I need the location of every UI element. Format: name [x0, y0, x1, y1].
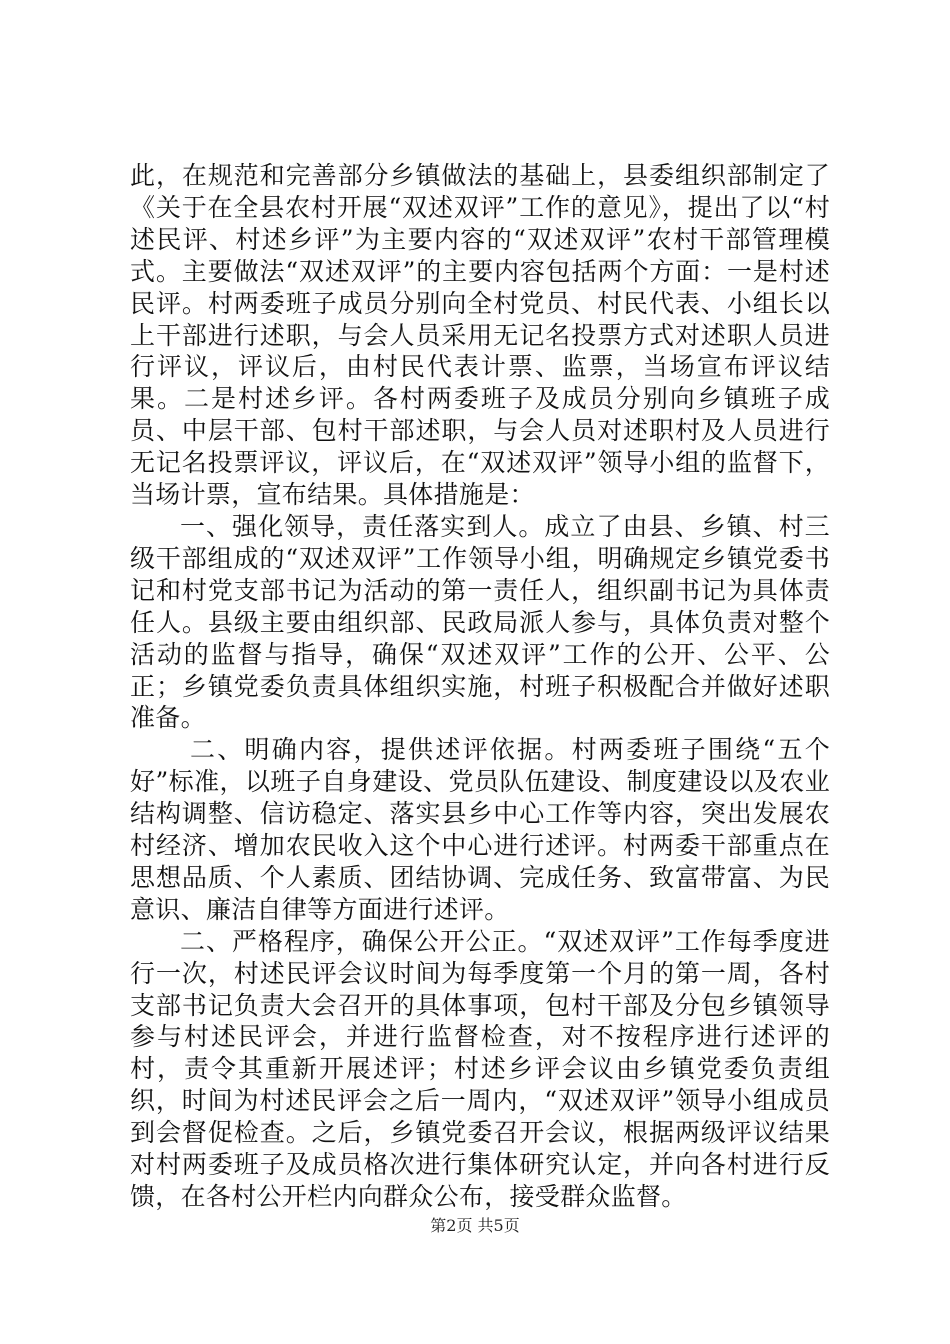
paragraph-intro: 此，在规范和完善部分乡镇做法的基础上，县委组织部制定了《关于在全县农村开展“双述双评”工作的意见》，提出了以“村述民评、村述乡评”为主要内容的“双述双评”农村干部管理模式。主要做法“双述双评”的主要内容包括两个方面：一是村述民评。村两委班子成员分别向全村党员、村民代表、小组长以上干部进行述职，与会人员采用无记名投票方式对述职人员进行评议，评议后，由村民代表计票、监票，当场宣布评议结果。二是村述乡评。各村两委班子及成员分别向乡镇班子成员、中层干部、包村干部述职，与会人员对述职村及人员进行无记名投票评议，评议后，在“双述双评”领导小组的监督下，当场计票，宣布结果。具体措施是：	[130, 161, 830, 510]
page-footer: 第2页 共5页	[430, 1216, 520, 1235]
paragraph-measure-2: 二、明确内容，提供述评依据。村两委班子围绕“五个好”标准，以班子自身建设、党员队伍建设、制度建设以及农业结构调整、信访稳定、落实县乡中心工作等内容，突出发展农村经济、增加农民收入这个中心进行述评。村两委干部重点在思想品质、个人素质、团结协调、完成任务、致富带富、为民意识、廉洁自律等方面进行述评。	[130, 735, 830, 924]
paragraph-measure-1: 一、强化领导，责任落实到人。成立了由县、乡镇、村三级干部组成的“双述双评”工作领导小组，明确规定乡镇党委书记和村党支部书记为活动的第一责任人，组织副书记为具体责任人。县级主要由组织部、民政局派人参与，具体负责对整个活动的监督与指导，确保“双述双评”工作的公开、公平、公正；乡镇党委负责具体组织实施，村班子积极配合并做好述职准备。	[130, 511, 830, 733]
document-body	[130, 160, 830, 1213]
paragraph-measure-3: 二、严格程序，确保公开公正。“双述双评”工作每季度进行一次，村述民评会议时间为每季度第一个月的第一周，各村支部书记负责大会召开的具体事项，包村干部及分包乡镇领导参与村述民评会，并进行监督检查，对不按程序进行述评的村，责令其重新开展述评；村述乡评会议由乡镇党委负责组织，时间为村述民评会之后一周内，“双述双评”领导小组成员到会督促检查。之后，乡镇党委召开会议，根据两级评议结果对村两委班子及成员格次进行集体研究认定，并向各村进行反馈，在各村公开栏内向群众公布，接受群众监督。	[130, 926, 830, 1211]
